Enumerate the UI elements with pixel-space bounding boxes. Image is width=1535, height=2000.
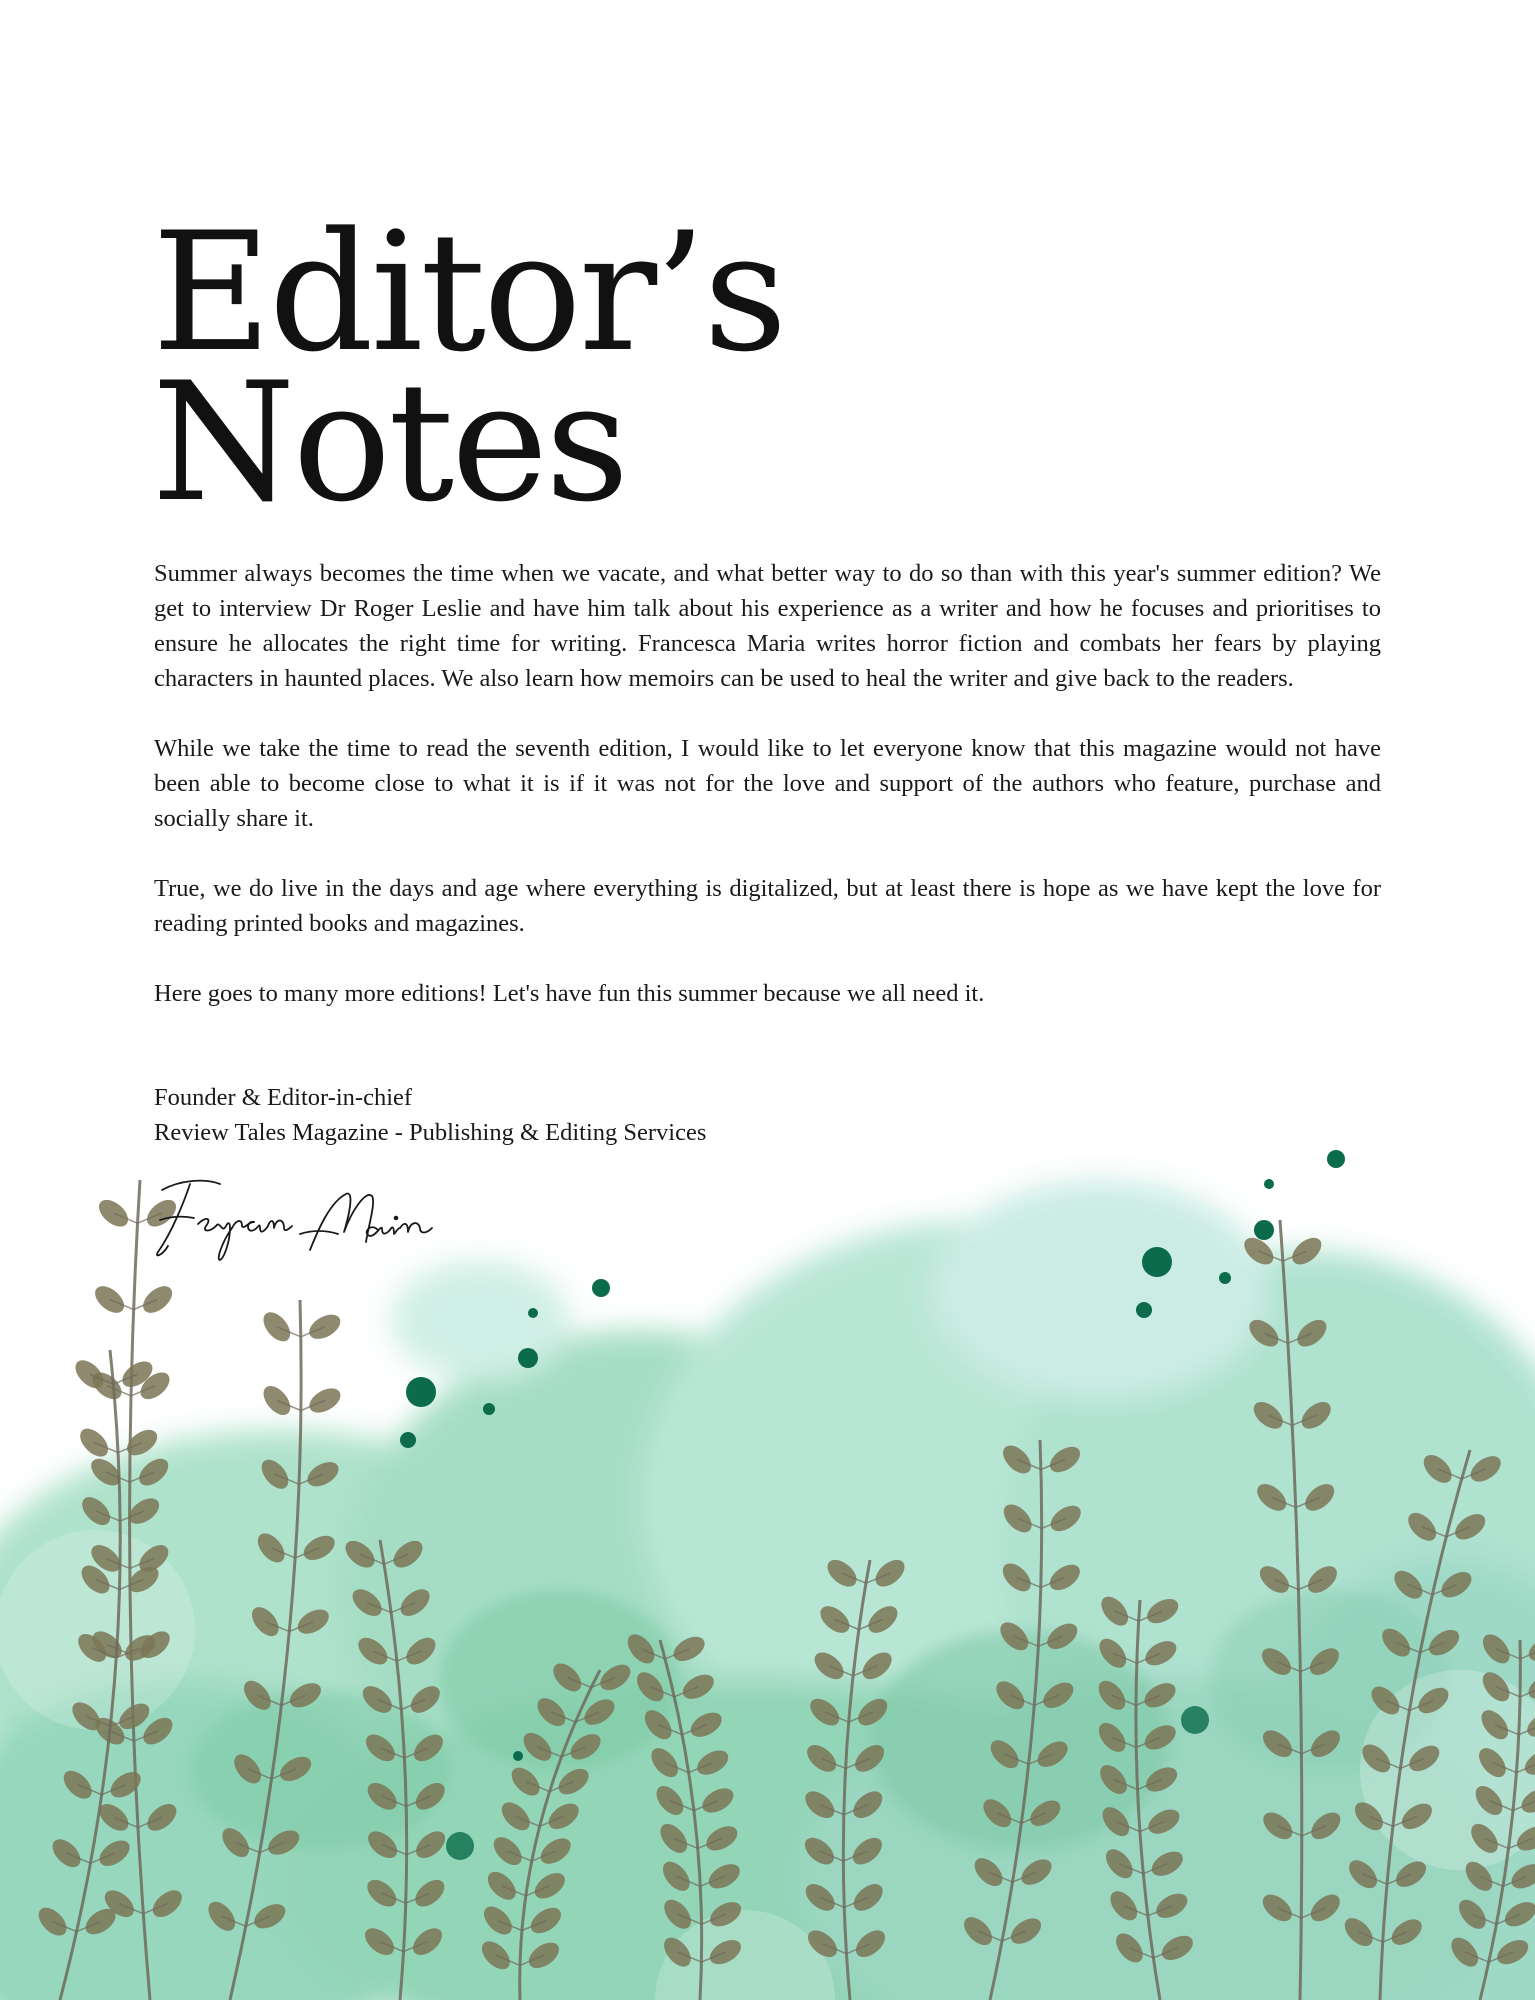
signoff-organization: Review Tales Magazine - Publishing & Editing Services	[154, 1119, 707, 1146]
page-title	[152, 197, 785, 538]
editor-letter-body	[154, 556, 1381, 1046]
paragraph-closing: Here goes to many more editions! Let's have fun this summer because we all need it.	[154, 980, 985, 1007]
handwritten-signature	[150, 1172, 470, 1262]
leaf	[94, 1195, 133, 1232]
title-line-2: Notes	[152, 347, 627, 538]
leaf	[75, 1424, 113, 1462]
title-line-1: Editor’s	[152, 197, 785, 388]
watercolor-wash	[0, 1180, 1535, 2000]
signature-name: Feyran Main	[150, 1172, 156, 1173]
signoff-block	[154, 1080, 706, 1150]
signoff-role: Founder & Editor-in-chief	[154, 1084, 413, 1111]
paragraph-intro: Summer always becomes the time when we vacate, and what better way to do so than with this year's summer edition? We get to interview Dr Roger Leslie and have him talk about his experience as a writer and how he focuses and prioritises to ensure he allocates the right time for writing. Francesca Maria writes horror fiction and combats her fears by playing characters in haunted places. We also learn how memoirs can be used to heal the writer and give back to the readers.	[154, 560, 1381, 692]
paragraph-print: True, we do live in the days and age where everything is digitalized, but at least there is hope as we have kept the love for reading printed books and magazines.	[154, 875, 1381, 937]
paragraph-thanks: While we take the time to read the seventh edition, I would like to let everyone know that this magazine would not have been able to become close to what it is if it was not for the love and support of the authors who feature, purchase and socially share it.	[154, 735, 1381, 832]
